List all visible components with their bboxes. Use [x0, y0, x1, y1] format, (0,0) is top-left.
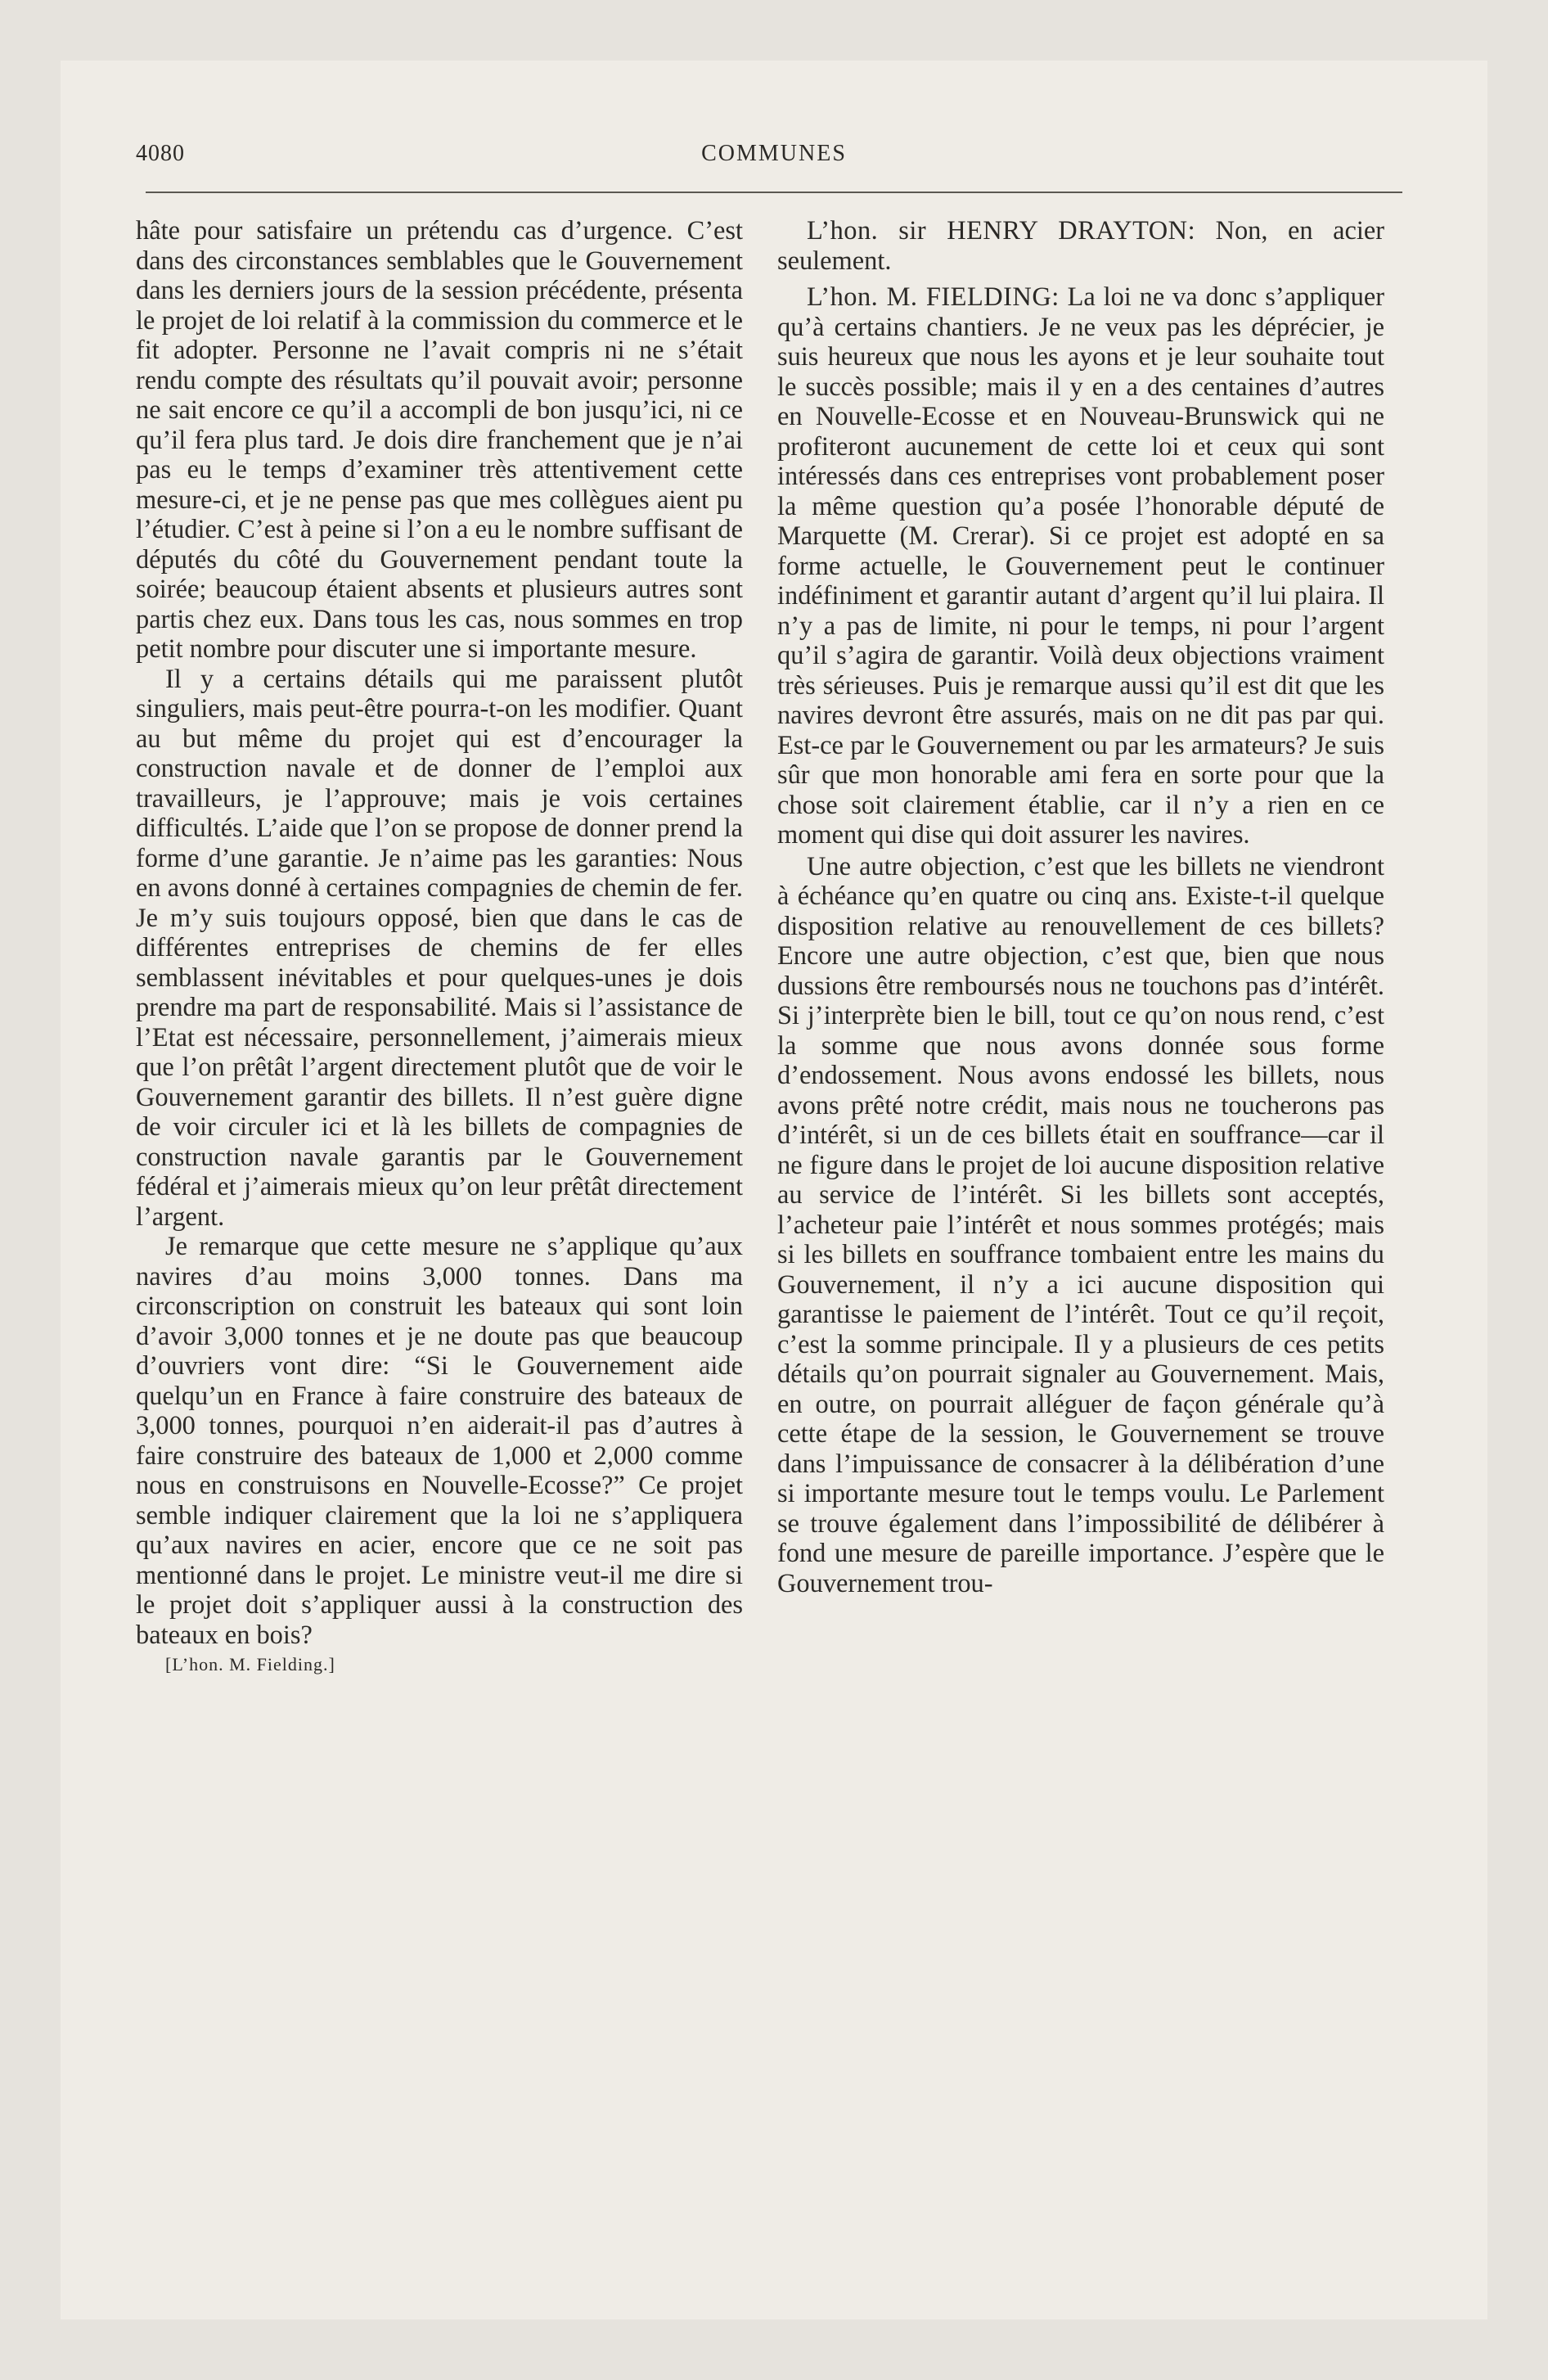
speaker-name: L’hon. sir HENRY DRAYTON:	[807, 216, 1196, 246]
document-page	[61, 61, 1487, 2319]
paragraph: hâte pour satisfaire un prétendu cas d’urgence. C’est dans des circonstances semblables que le Gouvernement dans les derniers jours de la session précédente, présenta le projet de loi relatif à la commission du commerce et le fit adopter. Personne ne l’avait compris ni ne s’était rendu compte des résultats qu’il pouvait avoir; personne ne sait encore ce qu’il a accompli de bon jusqu’ici, ni ce qu’il fera plus tard. Je dois dire franchement que je n’ai pas eu le temps d’examiner très attentivement cette mesure-ci, et je ne pense pas que mes collègues aient pu l’étudier. C’est à peine si l’on a eu le nombre suffisant de députés du côté du Gouvernement pendant toute la soirée; beaucoup étaient absents et plusieurs autres sont partis chez eux. Dans tous les cas, nous sommes en trop petit nombre pour discuter une si importante mesure.	[136, 216, 743, 664]
speaker-name: L’hon. M. FIELDING:	[807, 282, 1060, 312]
speaker-continuation-note: [L’hon. M. Fielding.]	[165, 1654, 335, 1675]
speech-text: La loi ne va donc s’appliquer qu’à certains chantiers. Je ne veux pas les déprécier, je suis heureux que nous les ayons et je leur souhaite tout le succès possible; mais il y en a des centaines d’autres en Nouvelle-Ecosse et en Nouveau-Brunswick qui ne profiteront aucunement de cette loi et ceux qui sont intéressés dans ces entreprises vont probablement poser la même question qu’a posée l’honorable député de Marquette (M. Crerar). Si ce projet est adopté en sa forme actuelle, le Gouvernement peut le continuer indéfiniment et garantir autant d’argent qu’il lui plaira. Il n’y a pas de limite, ni pour le temps, ni pour l’argent qu’il s’agira de garantir. Voilà deux objections vraiment très sérieuses. Puis je remarque aussi qu’il est dit que les navires devront être assurés, mais on ne dit pas par qui. Est-ce par le Gouvernement ou par les armateurs? Je suis sûr que mon honorable ami fera en sorte pour que la chose soit clairement établie, car il n’y a rien en ce moment qui dise qui doit assurer les navires.	[777, 282, 1384, 850]
speech-text: Non, en acier seulement.	[777, 216, 1384, 276]
paragraph: Une autre objection, c’est que les billets ne viendront à échéance qu’en quatre ou cinq ans. Existe-t-il quelque disposition relative au renouvellement de ces billets? Encore une autre objection, c’est que, bien que nous dussions être remboursés nous ne touchons pas d’intérêt. Si j’interprète bien le bill, tout ce qu’on nous rend, c’est la somme que nous avons donnée sous forme d’endossement. Nous avons endossé les billets, nous avons prêté notre crédit, mais nous ne toucherons pas d’intérêt, si un de ces billets était en souffrance—car il ne figure dans le projet de loi aucune disposition relative au service de l’intérêt. Si les billets sont acceptés, l’acheteur paie l’intérêt et nous sommes protégés; mais si les billets en souffrance tombaient entre les mains du Gouvernement, il n’y a ici aucune disposition qui garantisse le paiement de l’intérêt. Tout ce qu’il reçoit, c’est la somme principale. Il y a plusieurs de ces petits détails qu’on pourrait signaler au Gouvernement. Mais, en outre, on pourrait alléguer de façon générale qu’à cette étape de la session, le Gouvernement se trouve dans l’impuissance de consacrer à la délibération d’une si importante mesure tout le temps voulu. Le Parlement se trouve également dans l’impossibilité de délibérer à fond une mesure de pareille importance. J’espère que le Gouvernement trou-	[777, 851, 1384, 1598]
speech-paragraph	[777, 216, 1384, 276]
paragraph: Il y a certains détails qui me paraissent plutôt singuliers, mais peut-être pourra-t-on les modifier. Quant au but même du projet qui est d’encourager la construction navale et de donner de l’emploi aux travailleurs, je l’approuve; mais je vois certaines difficultés. L’aide que l’on se propose de donner prend la forme d’une garantie. Je n’aime pas les garanties: Nous en avons donné à certaines compagnies de chemin de fer. Je m’y suis toujours opposé, bien que dans le cas de différentes entreprises de chemins de fer elles semblassent inévitables et pour quelques-unes je dois prendre ma part de responsabilité. Mais si l’assistance de l’Etat est nécessaire, personnellement, j’aimerais mieux que l’on prêtât l’argent directement plutôt que de voir le Gouvernement garantir des billets. Il n’est guère digne de voir circuler ici et là les billets de compagnies de construction navale garantis par le Gouvernement fédéral et j’aimerais mieux qu’on leur prêtât directement l’argent.	[136, 664, 743, 1232]
right-column	[777, 216, 1384, 1598]
paragraph: Je remarque que cette mesure ne s’applique qu’aux navires d’au moins 3,000 tonnes. Dans ma circonscription on construit les bateaux qui sont loin d’avoir 3,000 tonnes et je ne doute pas que beaucoup d’ouvriers vont dire: “Si le Gouvernement aide quelqu’un en France à faire construire des bateaux de 3,000 tonnes, pourquoi n’en aiderait-il pas d’autres à faire construire des bateaux de 1,000 et 2,000 comme nous en construisons en Nouvelle-Ecosse?” Ce projet semble indiquer clairement que la loi ne s’appliquera qu’aux navires en acier, encore que ce ne soit pas mentionné dans le projet. Le ministre veut-il me dire si le projet doit s’appliquer aussi à la construction des bateaux en bois?	[136, 1232, 743, 1650]
header-rule	[146, 192, 1402, 193]
left-column	[136, 216, 743, 1680]
page-number: 4080	[136, 141, 185, 166]
running-head: COMMUNES	[701, 141, 847, 166]
speech-paragraph	[777, 282, 1384, 850]
